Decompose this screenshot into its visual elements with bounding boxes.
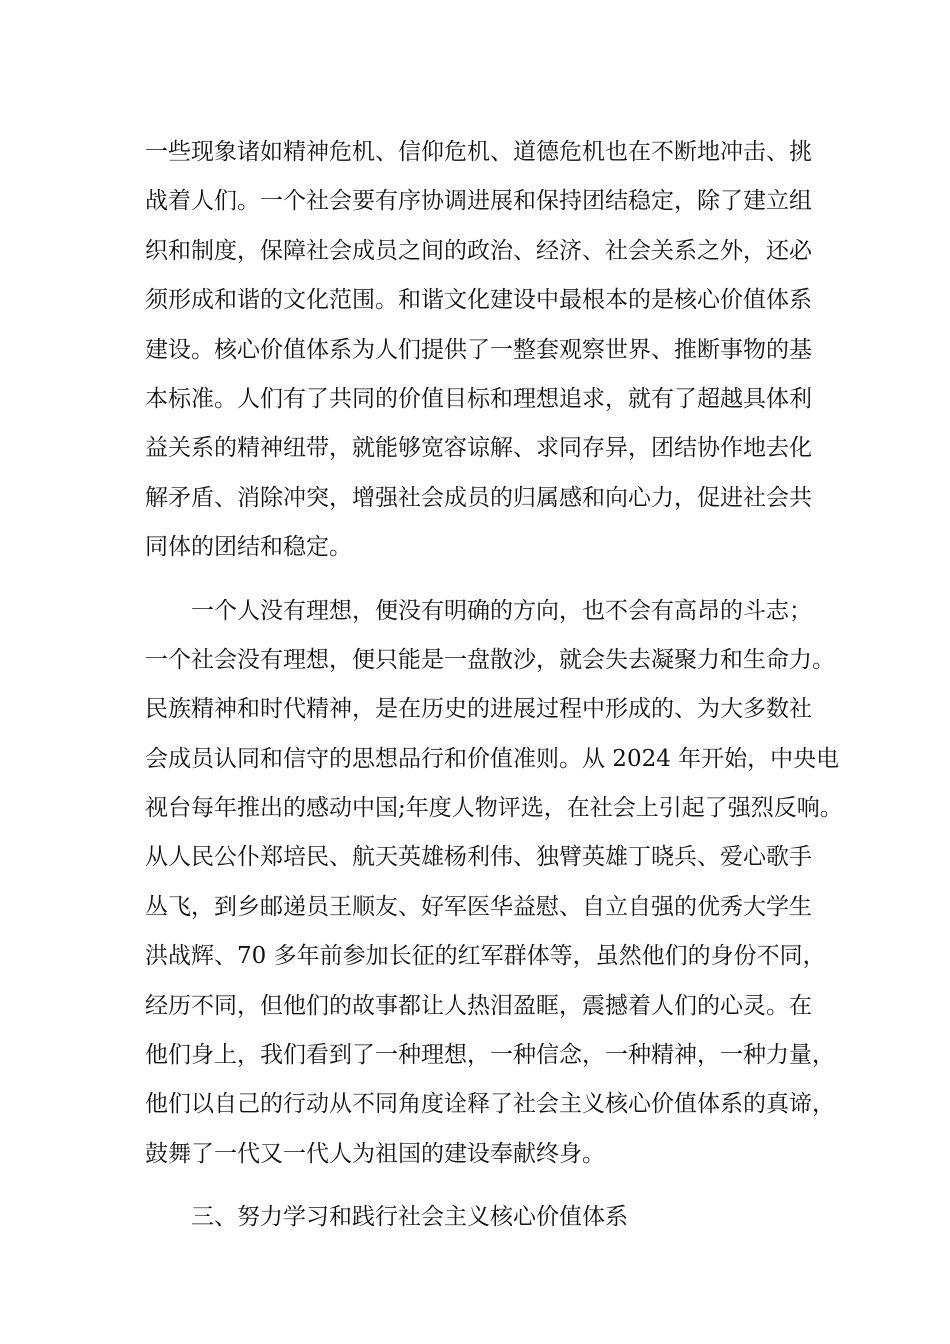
paragraph-line: 本标准。人们有了共同的价值目标和理想追求，就有了超越具体利 — [145, 385, 812, 412]
paragraph-line: 解矛盾、消除冲突，增强社会成员的归属感和向心力，促进社会共 — [145, 484, 812, 511]
paragraph-line: 一个人没有理想，便没有明确的方向，也不会有高昂的斗志； — [191, 597, 812, 624]
section-heading: 三、努力学习和践行社会主义核心价值体系 — [191, 1204, 628, 1231]
paragraph-line: 丛飞，到乡邮递员王顺友、好军医华益慰、自立自强的优秀大学生 — [145, 893, 812, 920]
paragraph-line: 同体的团结和稳定。 — [145, 534, 352, 561]
paragraph-line: 经历不同，但他们的故事都让人热泪盈眶，震撼着人们的心灵。在 — [145, 992, 812, 1019]
paragraph-line: 洪战辉、70 多年前参加长征的红军群体等，虽然他们的身份不同， — [145, 943, 826, 970]
paragraph-line: 建设。核心价值体系为人们提供了一整套观察世界、推断事物的基 — [145, 336, 812, 363]
body-text — [145, 128, 843, 1243]
paragraph-line: 他们身上，我们看到了一种理想，一种信念，一种精神，一种力量， — [145, 1042, 835, 1069]
paragraph-line: 民族精神和时代精神，是在历史的进展过程中形成的、为大多数社 — [145, 696, 812, 723]
paragraph-line: 一个社会没有理想，便只能是一盘散沙，就会失去凝聚力和生命力。 — [145, 646, 835, 673]
paragraph-line: 一些现象诸如精神危机、信仰危机、道德危机也在不断地冲击、挑 — [145, 139, 812, 165]
paragraph-line: 他们以自己的行动从不同角度诠释了社会主义核心价值体系的真谛， — [145, 1091, 835, 1118]
paragraph-line: 战着人们。一个社会要有序协调进展和保持团结稳定，除了建立组 — [145, 188, 812, 215]
paragraph-line: 鼓舞了一代又一代人为祖国的建设奉献终身。 — [145, 1140, 605, 1167]
paragraph-line: 从人民公仆郑培民、航天英雄杨利伟、独臂英雄丁晓兵、爱心歌手 — [145, 844, 812, 871]
paragraph-line: 会成员认同和信守的思想品行和价值准则。从 2024 年开始，中央电 — [145, 745, 840, 772]
paragraph-line: 视台每年推出的感动中国;年度人物评选，在社会上引起了强烈反响。 — [145, 795, 843, 822]
paragraph-gap — [145, 1179, 820, 1193]
paragraph-line: 须形成和谐的文化范围。和谐文化建设中最根本的是核心价值体系 — [145, 287, 812, 314]
paragraph-line: 织和制度，保障社会成员之间的政治、经济、社会关系之外，还必 — [145, 237, 812, 264]
paragraph-line: 益关系的精神纽带，就能够宽容谅解、求同存异，团结协作地去化 — [145, 435, 812, 462]
paragraph-gap — [145, 573, 820, 587]
paragraph-1 — [145, 128, 820, 573]
paragraph-2 — [145, 587, 843, 1180]
